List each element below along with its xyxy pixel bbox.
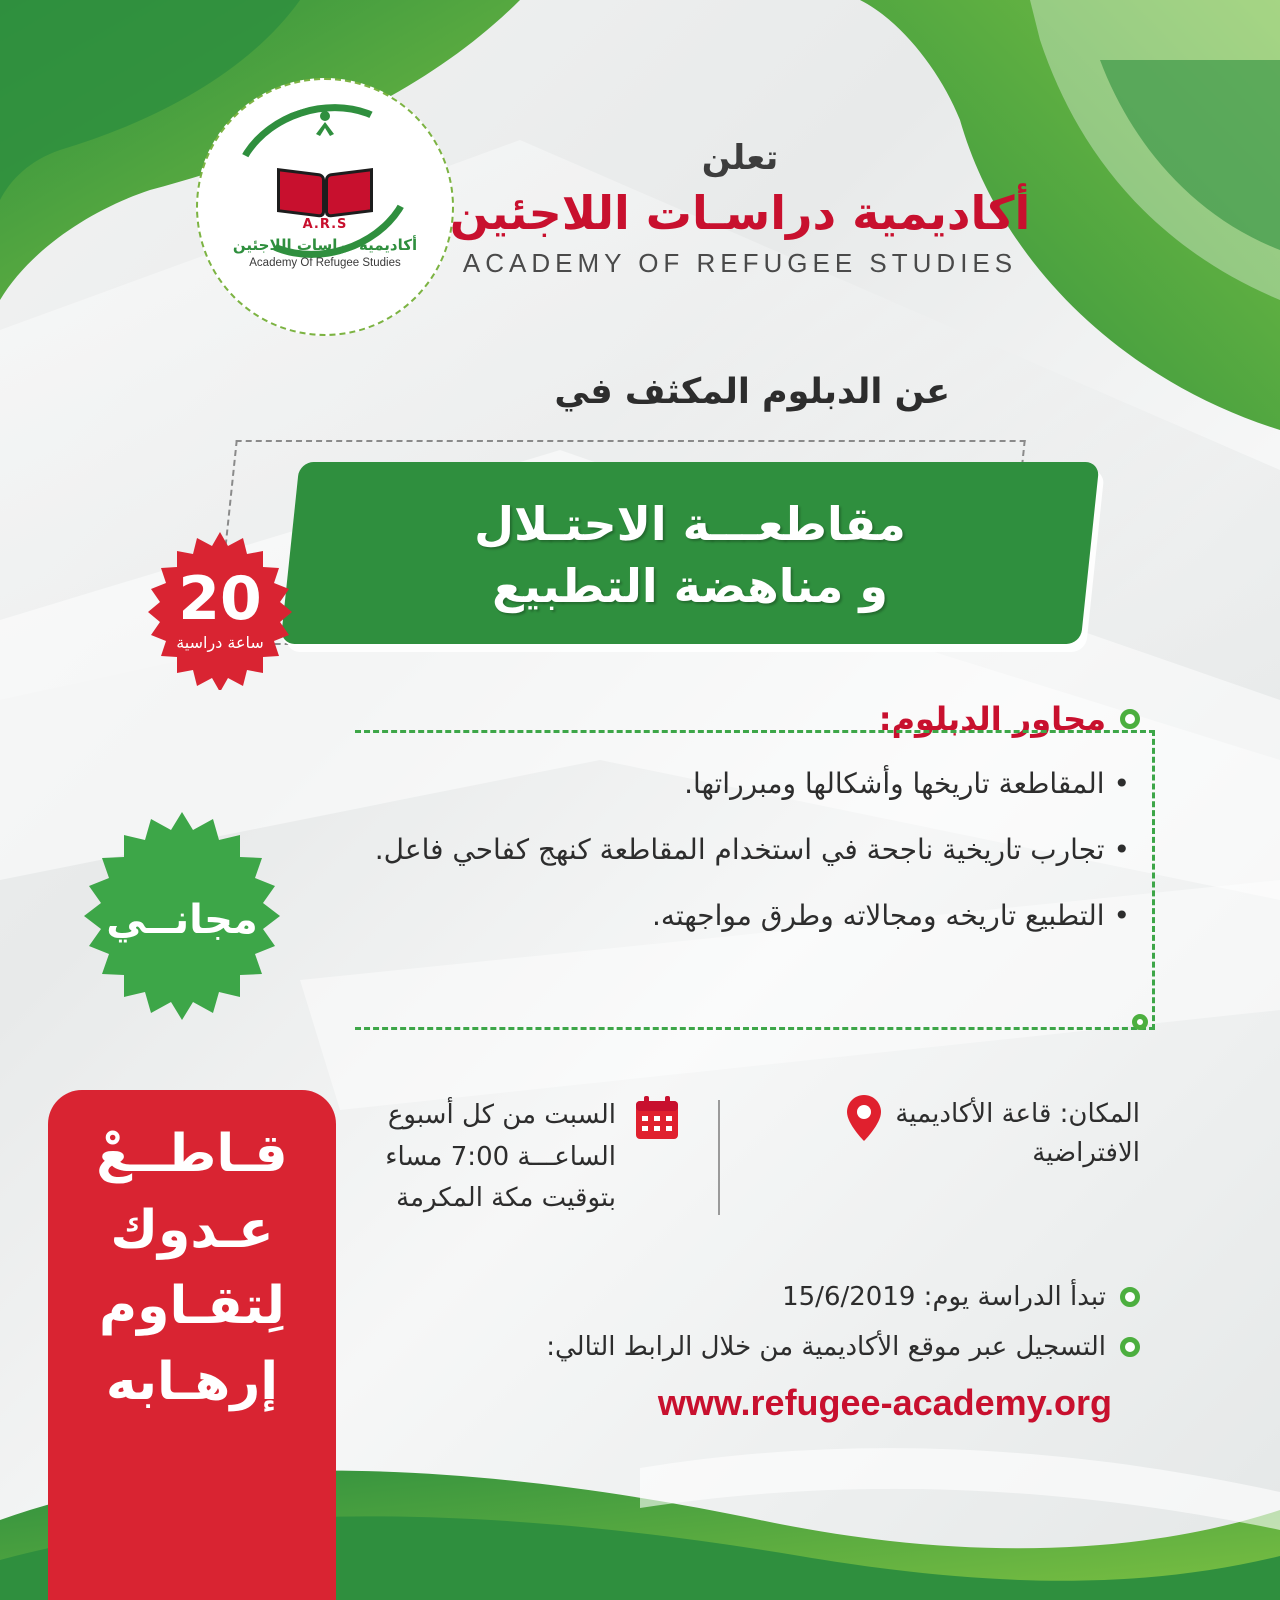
diploma-title-line2: و مناهضة التطبيع: [492, 559, 888, 613]
topics-list: [300, 758, 1130, 955]
start-date-text: تبدأ الدراسة يوم: 15/6/2019: [782, 1282, 1106, 1312]
hours-badge: [140, 530, 300, 690]
registration-row: [546, 1332, 1140, 1362]
calendar-icon: [634, 1095, 680, 1141]
time-line1: السبت من كل أسبوع: [387, 1100, 616, 1130]
start-date-row: [782, 1282, 1140, 1312]
diploma-title-line1: مقاطعـــة الاحتـلال: [474, 496, 906, 551]
logo-person-icon: [314, 110, 336, 150]
bullet-dot-icon: [1120, 1337, 1140, 1357]
place-line1: المكان: قاعة الأكاديمية: [895, 1099, 1140, 1129]
logo-initials: A.R.S: [302, 217, 348, 232]
location-pin-icon: [847, 1095, 881, 1141]
org-name-arabic: أكاديمية دراسـات اللاجئين: [449, 186, 1031, 240]
bullet-dot-icon: [1132, 1014, 1148, 1030]
logo-name-arabic: أكاديمية دراسات اللاجئين: [232, 236, 418, 254]
slogan-word-2: عـدوك: [110, 1200, 274, 1260]
header-block: [340, 138, 1140, 279]
bullet-dot-icon: [1120, 709, 1140, 729]
topics-heading: محاور الدبلوم:: [878, 700, 1106, 738]
time-text: [385, 1095, 616, 1220]
slogan-word-4: إرهـابه: [105, 1352, 279, 1412]
hours-number: 20: [178, 563, 262, 634]
list-item: • تجارب تاريخية ناجحة في استخدام المقاطعة كنهج كفاحي فاعل.: [374, 832, 1130, 866]
registration-text: التسجيل عبر موقع الأكاديمية من خلال الرابط التالي:: [546, 1332, 1106, 1362]
time-line3: بتوقيت مكة المكرمة: [396, 1183, 616, 1214]
list-item: • التطبيع تاريخه ومجالاته وطرق مواجهته.: [652, 898, 1130, 932]
place-row: [720, 1095, 1140, 1173]
list-item: • المقاطعة تاريخها وأشكالها ومبرراتها.: [684, 767, 1130, 800]
vertical-divider: [718, 1100, 720, 1215]
diploma-title: [290, 470, 1090, 640]
place-text: [895, 1095, 1140, 1173]
org-name-english: ACADEMY OF REFUGEE STUDIES: [462, 248, 1018, 278]
website-link[interactable]: www.refugee-academy.org: [657, 1382, 1112, 1423]
bullet-dot-icon: [1120, 1287, 1140, 1307]
announce-label: تعلن: [701, 138, 779, 178]
logo-name-english: Academy Of Refugee Studies: [249, 257, 401, 269]
time-line2: الساعـــة 7:00 مساء: [385, 1141, 616, 1172]
hours-label: ساعة دراسية: [176, 632, 264, 652]
time-row: [250, 1095, 680, 1220]
slogan-word-1: قـاطــعْ: [96, 1124, 288, 1184]
slogan-word-3: لِتقـاوم: [99, 1276, 285, 1336]
place-line2: الافتراضية: [1032, 1138, 1140, 1168]
header-subtitle: عن الدبلوم المكثف في: [554, 372, 950, 412]
free-label: مجانــي: [106, 897, 258, 943]
free-badge: [72, 810, 292, 1030]
